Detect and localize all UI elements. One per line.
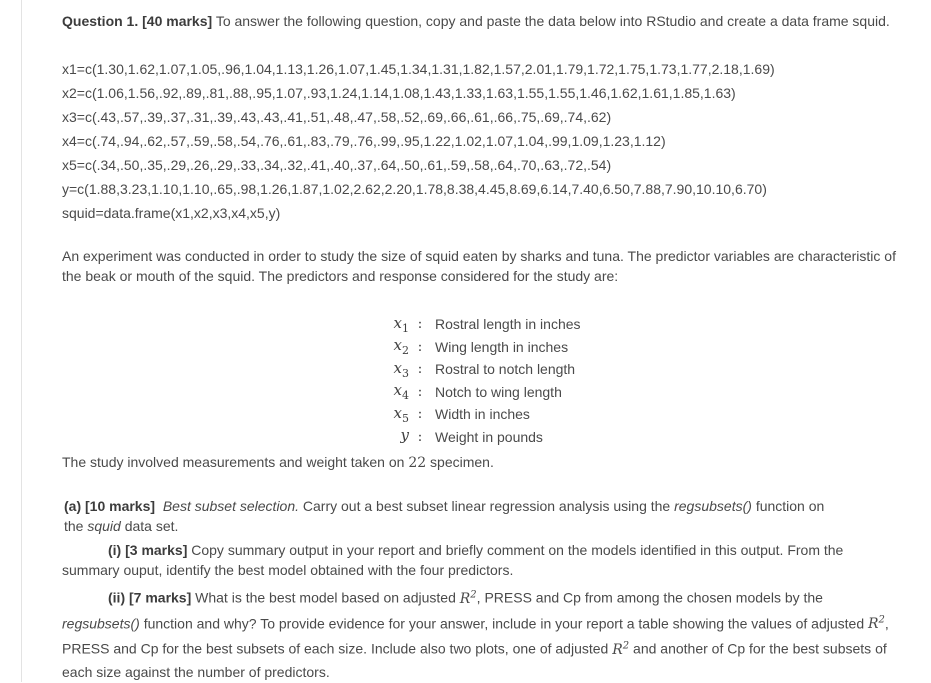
part-a-ii: (ii) [7 marks] What is the best model based on adjusted $R^2$, PRESS and Cp from among the chosen models by the regsubsets() function and why? To provide evidence for your answer, include in your report a table showing the values of adjusted $R^2$, PRESS and Cp for the best subsets of each size. Include also two plots, one of adjusted $R^2$ and another of Cp for the best subsets of each size against the number of predictors. <box>62 589 889 680</box>
question-label: Question 1. [40 marks] <box>62 13 213 29</box>
part-ii-label: (ii) [7 marks] <box>108 589 192 606</box>
variable-row-x3: $x_3$ : Rostral to notch length <box>373 358 581 381</box>
variable-row-x2: $x_2$ : Wing length in inches <box>373 336 581 359</box>
code-line-x3: x3=c(.43,.57,.39,.37,.31,.39,.43,.43,.41,.51,.48,.47,.58,.52,.69,.66,.61,.66,.75,.69,.74,.62) <box>62 109 612 125</box>
study-sentence: The study involved measurements and weight taken on 22 specimen. <box>62 454 494 471</box>
variable-symbol: $x_3$ <box>393 358 409 380</box>
part-a: (a) [10 marks] Best subset selection. Carry out a best subset linear regression analysis using the regsubsets() function on the squid data set. <box>64 498 825 534</box>
code-line-x2: x2=c(1.06,1.56,.92,.89,.81,.88,.95,1.07,.93,1.24,1.14,1.08,1.43,1.33,1.63,1.55,1.55,1.46,1.62,1.61,1.85,1.63) <box>62 85 736 101</box>
variable-description: Notch to wing length <box>435 383 562 400</box>
variable-description: Wing length in inches <box>435 338 569 355</box>
code-line-dataframe: squid=data.frame(x1,x2,x3,x4,x5,y) <box>62 205 281 221</box>
code-line-x1: x1=c(1.30,1.62,1.07,1.05,.96,1.04,1.13,1.26,1.07,1.45,1.34,1.31,1.82,1.57,2.01,1.79,1.72,1.75,1.73,1.77,2.18,1.69) <box>62 61 775 77</box>
variable-symbol: $x_5$ <box>393 403 409 425</box>
variable-row-x5: $x_5$ : Width in inches <box>373 403 581 426</box>
variable-symbol: y <box>400 426 409 445</box>
question-instruction: To answer the following question, copy and paste the data below into RStudio and create a data frame squid. <box>215 13 890 29</box>
part-i-label: (i) [3 marks] <box>108 542 188 558</box>
variable-description: Rostral length in inches <box>435 316 581 333</box>
document-page <box>21 0 931 682</box>
variable-description: Width in inches <box>435 406 530 423</box>
part-a-title: Best subset selection. <box>162 498 300 514</box>
variable-description: Weight in pounds <box>435 428 543 445</box>
variable-list <box>373 313 581 448</box>
code-line-x4: x4=c(.74,.94,.62,.57,.59,.58,.54,.76,.61,.83,.79,.76,.99,.95,1.22,1.02,1.07,1.04,.99,1.09,1.23,1.12) <box>62 133 666 149</box>
code-line-x5: x5=c(.34,.50,.35,.29,.26,.29,.33,.34,.32,.41,.40,.37,.64,.50,.61,.59,.58,.64,.70,.63,.72,.54) <box>62 157 612 173</box>
variable-symbol: $x_1$ <box>393 313 409 335</box>
variable-row-x4: $x_4$ : Notch to wing length <box>373 381 581 404</box>
experiment-intro: An experiment was conducted in order to study the size of squid eaten by sharks and tuna. The predictor variables are characteristic of the beak or mouth of the squid. The predictors and response considered for the study are: <box>62 248 896 284</box>
variable-row-x1: $x_1$ : Rostral length in inches <box>373 313 581 336</box>
variable-symbol: $x_2$ <box>393 336 409 358</box>
part-a-i: (i) [3 marks] Copy summary output in your report and briefly comment on the models identified in this output. From the summary ouput, identify the best model obtained with the four predictors. <box>62 542 844 578</box>
r-code-block <box>62 57 775 225</box>
code-line-y: y=c(1.88,3.23,1.10,1.10,.65,.98,1.26,1.87,1.02,2.62,2.20,1.78,8.38,4.45,8.69,6.14,7.40,6.50,7.88,7.90,10.10,6.70) <box>62 181 767 197</box>
variable-symbol: $x_4$ <box>393 381 409 403</box>
variable-description: Rostral to notch length <box>435 361 576 378</box>
variable-row-y: y : Weight in pounds <box>373 426 581 449</box>
question-heading <box>62 11 890 31</box>
specimen-count: 22 <box>408 455 427 471</box>
part-a-label: (a) [10 marks] <box>64 498 156 514</box>
